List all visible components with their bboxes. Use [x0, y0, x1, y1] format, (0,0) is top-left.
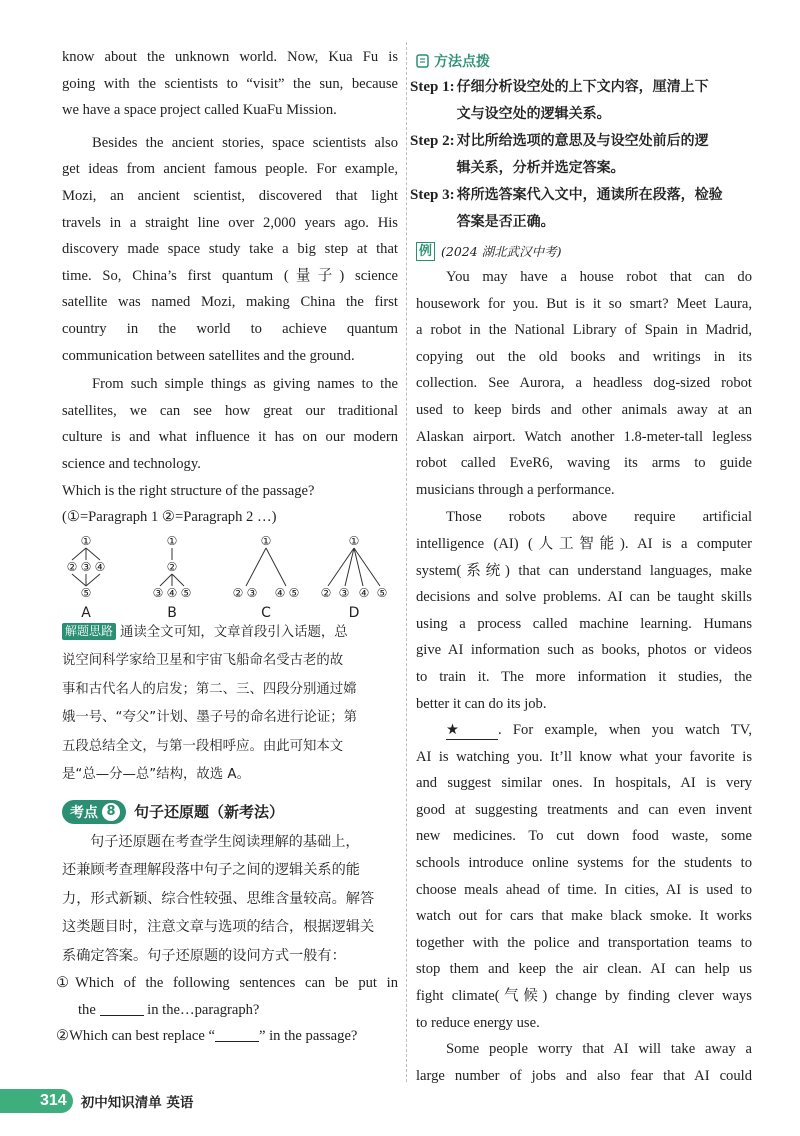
text-line: discovery made space study take a big step at that: [62, 241, 398, 258]
text-line: From such simple things as giving names to the: [92, 376, 398, 393]
text-line: copying out the old books and writings in its: [416, 348, 752, 365]
text-line: ★ . For example, when you watch TV,: [446, 722, 752, 739]
text-line: collection. See Aurora, a headless dog-sized robot: [416, 375, 752, 392]
form-1-line-1: ①Which of the following sentences can be put in: [56, 975, 398, 992]
paragraph-legend: (①=Paragraph 1 ②=Paragraph 2 …): [62, 509, 277, 526]
step-3: Step 3: 将所选答案代入文中，通读所在段落，检验 答案是否正确。: [410, 187, 723, 230]
page-footer: [0, 1088, 193, 1114]
node: ③: [80, 559, 92, 574]
example-paragraph-4: [416, 1036, 752, 1089]
text-line: decisions and solve problems. AI can be taught skills: [416, 589, 752, 606]
diagram-d: [328, 548, 380, 586]
text-line: to reduce energy use.: [416, 1014, 540, 1031]
text-line: AI is watching you. It’ll know what your favorite is: [416, 748, 752, 765]
text-line: large number of jobs and also fear that AI could: [416, 1067, 752, 1084]
page-number: 314: [0, 1089, 73, 1113]
text-line: Mozi, an ancient scientist, discovered that light: [62, 187, 398, 204]
passage-paragraph-1: [62, 44, 398, 124]
intro-line: 还兼顾考查理解段落中句子之间的逻辑关系的能: [62, 862, 360, 879]
question-forms: [56, 970, 398, 1050]
node: ②: [320, 585, 332, 600]
node: ③: [152, 585, 164, 600]
node: ④: [274, 585, 286, 600]
text-line: Alaskan airport. Watch another 1.8-meter-tall legless: [416, 428, 752, 445]
node: ③: [338, 585, 350, 600]
text-line: good at suggesting treatments and can even invent: [416, 801, 752, 818]
text-line: stop them and keep the air clean. AI can help us: [416, 961, 752, 978]
text-line: intelligence (AI) (人工智能). AI is a computer: [416, 535, 752, 552]
analysis-line: 是“总—分—总”结构，故选 A。: [62, 767, 250, 783]
text-line: housework for you. But is it so smart? Meet Laura,: [416, 295, 752, 312]
text-line: used to keep birds and other animals away at an: [416, 401, 752, 418]
node: ②: [232, 585, 244, 600]
node: ①: [80, 533, 92, 548]
text-line: satellite was named Mozi, making China the first: [62, 294, 398, 311]
option-c-label: C: [261, 604, 271, 619]
option-a-label: A: [81, 604, 91, 619]
text-line: watch out for cars that make black smoke. It works: [416, 908, 752, 925]
node: ⑤: [80, 585, 92, 600]
text-line: robot called EveR6, waving its arms to guide: [416, 455, 752, 472]
node: ②: [166, 559, 178, 574]
node: ①: [348, 533, 360, 548]
example-heading: [416, 238, 752, 264]
text-line: science and technology.: [62, 455, 201, 472]
question-text: Which is the right structure of the passage?: [62, 482, 315, 499]
analysis-line: 说空间科学家给卫星和宇宙飞船命名受古老的故: [62, 653, 344, 669]
text-line: travels in a straight line over 2,000 years ago. His: [62, 214, 398, 231]
option-b-label: B: [167, 604, 177, 619]
example-paragraph-1: [416, 264, 752, 503]
text-line: communication between satellites and the ground.: [62, 347, 355, 364]
method-icon: [416, 54, 430, 68]
structure-question: [62, 478, 398, 531]
right-column: [410, 0, 752, 1089]
text-line: know about the unknown world. Now, Kua Fu is: [62, 49, 398, 65]
text-line: to train it. The more information it studies, the: [416, 668, 752, 685]
node: ④: [166, 585, 178, 600]
column-divider: [406, 42, 407, 1082]
text-line: choose meals ahead of time. In cities, AI is used to: [416, 881, 752, 898]
text-line: time. So, China’s first quantum (量子) science: [62, 267, 398, 284]
kaodian-intro: [62, 828, 398, 971]
text-line: Besides the ancient stories, space scientists also: [92, 134, 398, 151]
kaodian-title: 句子还原题（新考法）: [134, 803, 285, 822]
text-line: fight climate(气候) change by finding clever ways: [416, 988, 752, 1005]
step-2: Step 2: 对比所给选项的意思及与设空处前后的逻 辑关系，分析并选定答案。: [410, 133, 709, 176]
passage-paragraph-3: [62, 371, 398, 477]
node: ④: [94, 559, 106, 574]
text-line: Some people worry that AI will take away a: [446, 1041, 752, 1058]
text-line: Those robots above require artificial: [446, 509, 752, 526]
star-blank[interactable]: ★: [446, 721, 498, 740]
text-line: system(系统) that can understand languages, make: [416, 562, 752, 579]
intro-line: 力，形式新颖、综合性较强、思维含量较高。解答: [62, 890, 375, 907]
text-line: we have a space project called KuaFu Mission.: [62, 102, 337, 119]
diagram-c: [246, 548, 286, 586]
node: ①: [166, 533, 178, 548]
form-1-line-2: the in the…paragraph?: [78, 1001, 260, 1018]
text-line: get ideas from ancient famous people. For example,: [62, 161, 398, 178]
kaodian-number: 8: [102, 803, 120, 821]
analysis-line: 五段总结全文，与第一段相呼应。由此可知本文: [62, 738, 344, 754]
node: ①: [260, 533, 272, 548]
node: ⑤: [376, 585, 388, 600]
analysis-line: 事和古代名人的启发；第二、三、四段分别通过嫦: [62, 681, 357, 697]
text-line: going with the scientists to “visit” the sun, because: [62, 75, 398, 92]
text-line: together with the police and transportation teams to: [416, 934, 752, 951]
node: ⑤: [180, 585, 192, 600]
text-line: and suggest similar ones. In hospitals, AI is very: [416, 775, 752, 792]
text-line: musicians through a performance.: [416, 481, 615, 498]
structure-diagrams-svg: [62, 533, 398, 619]
text-line: give AI information such as books, photos or videos: [416, 642, 752, 659]
example-paragraph-3: [416, 717, 752, 1036]
answer-blank: [100, 1001, 144, 1016]
step-1: Step 1: 仔细分析设空处的上下文内容，厘清上下 文与设空处的逻辑关系。: [410, 79, 709, 122]
intro-line: 句子还原题在考查学生阅读理解的基础上，: [90, 833, 360, 850]
kaodian-badge: 考点 8: [62, 800, 126, 824]
text-line: a robot in the National Library of Spain in Madrid,: [416, 322, 752, 339]
answer-blank: [215, 1027, 259, 1042]
left-column: [56, 44, 398, 1050]
text-line: You may have a house robot that can do: [446, 269, 752, 285]
text-line: schools introduce online systems for the students to: [416, 855, 752, 872]
example-source: (2024 湖北武汉中考): [441, 244, 562, 259]
example-paragraph-2: [416, 504, 752, 717]
method-heading: 方法点拨: [416, 48, 752, 74]
intro-line: 系确定答案。句子还原题的设问方式一般有：: [62, 947, 346, 964]
book-title: 初中知识清单 英语: [80, 1095, 194, 1111]
analysis-label: 解题思路: [62, 623, 116, 640]
node: ②: [66, 559, 78, 574]
structure-diagrams: [62, 533, 398, 619]
passage-paragraph-2: [62, 130, 398, 369]
text-line: culture is and what influence it has on our modern: [62, 429, 398, 446]
method-steps: [410, 74, 752, 236]
node: ③: [246, 585, 258, 600]
text-line: better it can do its job.: [416, 695, 547, 712]
node: ⑤: [288, 585, 300, 600]
text-line: satellites, we can see how great our traditional: [62, 402, 398, 419]
analysis-block: [62, 619, 398, 790]
text-line: using a process called machine learning. Humans: [416, 615, 752, 632]
text-line: new medicines. To cut down food waste, some: [416, 828, 752, 845]
node: ④: [358, 585, 370, 600]
text-line: country in the world to achieve quantum: [62, 320, 398, 337]
analysis-line: 解题思路 通读全文可知，文章首段引入话题，总: [62, 619, 398, 648]
intro-line: 这类题目时，注意文章与选项的结合，根据逻辑关: [62, 919, 375, 936]
analysis-line: 娥一号、“夸父”计划、墨子号的命名进行论证；第: [62, 710, 358, 726]
form-2-line: ②Which can best replace “ ” in the passage?: [56, 1028, 358, 1045]
kaodian-heading: [62, 796, 398, 828]
option-d-label: D: [348, 604, 360, 619]
example-label: 例: [416, 242, 435, 261]
